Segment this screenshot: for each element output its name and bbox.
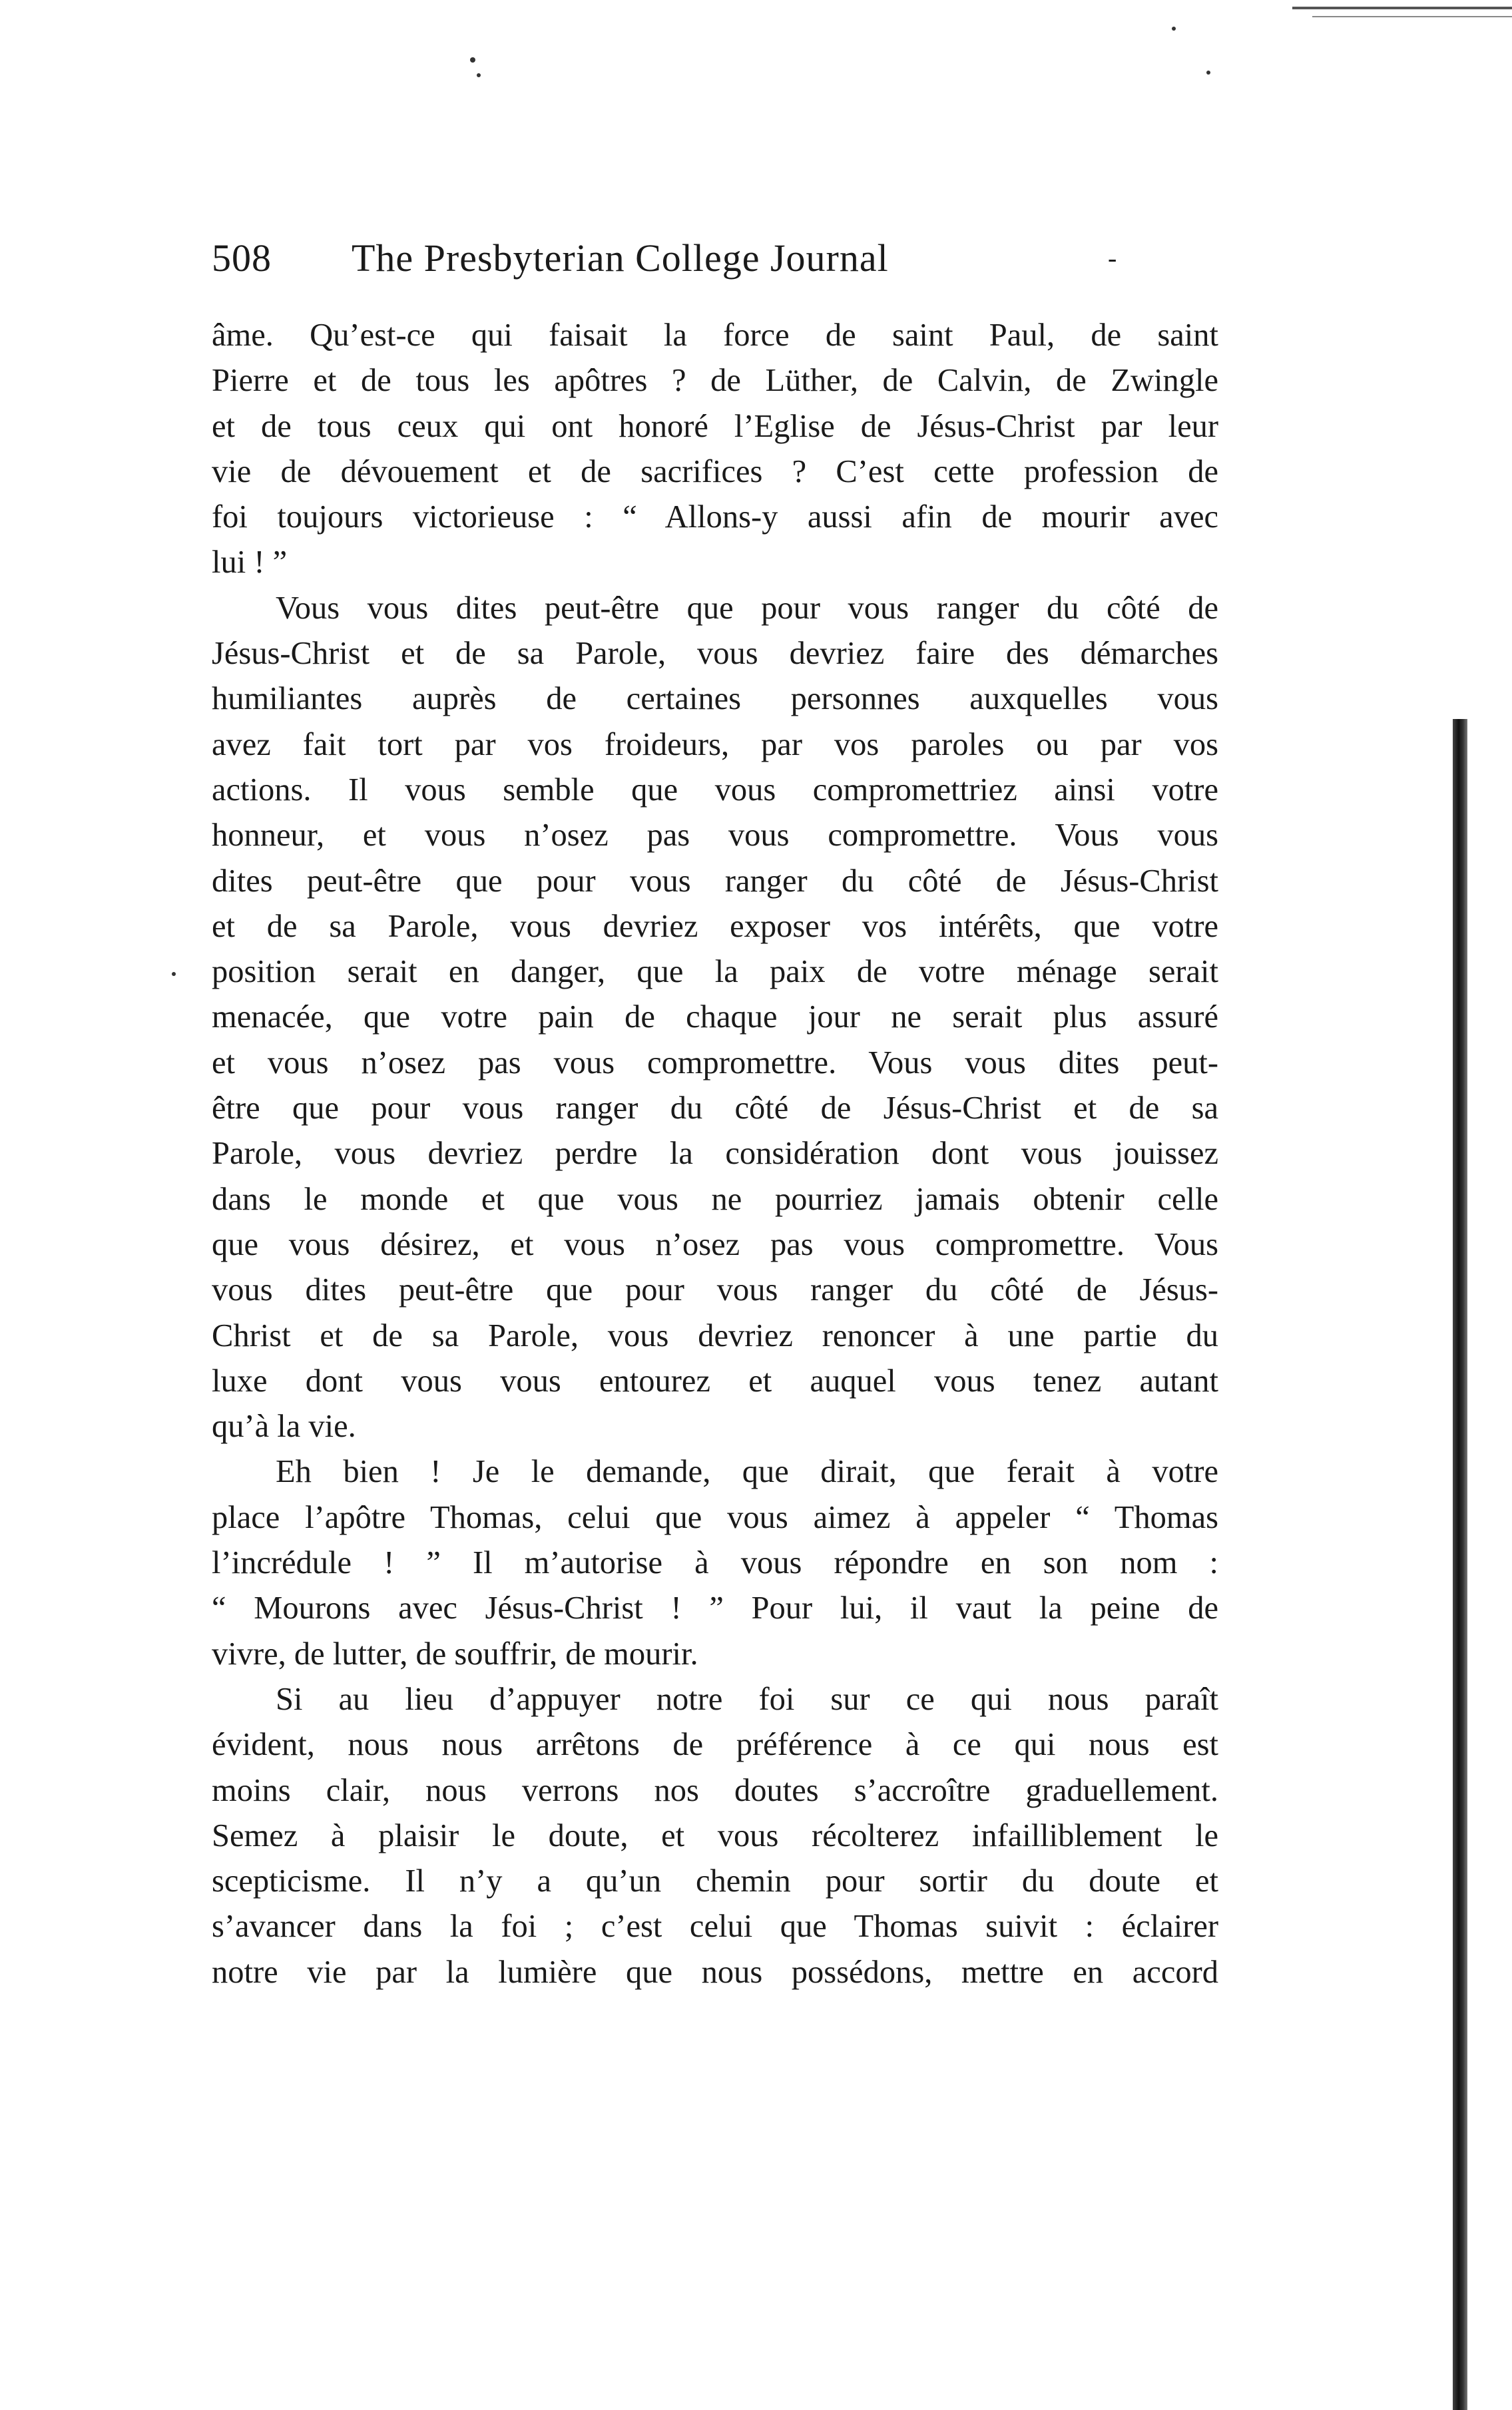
text-line: lui ! ” [212, 545, 288, 581]
text-line: place l’apôtre Thomas, celui que vous aimez à appeler “ Thomas [212, 1499, 1218, 1535]
text-line: et de tous ceux qui ont honoré l’Eglise de Jésus-Christ par leur [212, 408, 1218, 444]
page-binding-edge [1453, 719, 1467, 2410]
text-line: vous dites peut-être que pour vous ranger du côté de Jésus- [212, 1272, 1218, 1308]
text-line: et de sa Parole, vous devriez exposer vos intérêts, que votre [212, 908, 1218, 944]
text-line: Parole, vous devriez perdre la considération dont vous jouissez [212, 1136, 1218, 1172]
text-line: menacée, que votre pain de chaque jour ne serait plus assuré [212, 999, 1218, 1035]
body-text [212, 313, 1218, 1995]
text-line: dans le monde et que vous ne pourriez jamais obtenir celle [212, 1181, 1218, 1217]
text-line: s’avancer dans la foi ; c’est celui que Thomas suivit : éclairer [212, 1909, 1218, 1945]
scan-speck [1206, 71, 1210, 75]
text-line: position serait en danger, que la paix de votre ménage serait [212, 954, 1218, 990]
top-edge-rule [1292, 7, 1512, 9]
text-line: que vous désirez, et vous n’osez pas vous compromettre. Vous [212, 1226, 1218, 1262]
page-number: 508 [212, 236, 272, 280]
text-line: Vous vous dites peut-être que pour vous ranger du côté de [276, 590, 1218, 626]
text-line: luxe dont vous vous entourez et auquel vous tenez autant [212, 1363, 1218, 1399]
scan-speck [172, 972, 176, 976]
scan-speck [470, 57, 475, 63]
text-line: vivre, de lutter, de souffrir, de mourir. [212, 1636, 698, 1672]
text-line: avez fait tort par vos froideurs, par vos paroles ou par vos [212, 726, 1218, 762]
text-line: foi toujours victorieuse : “ Allons-y aussi afin de mourir avec [212, 499, 1218, 535]
text-line: Semez à plaisir le doute, et vous récolterez infailliblement le [212, 1817, 1218, 1853]
running-header [212, 232, 1131, 285]
text-line: Si au lieu d’appuyer notre foi sur ce qui nous paraît [276, 1681, 1218, 1717]
text-line: Pierre et de tous les apôtres ? de Lüther, de Calvin, de Zwingle [212, 363, 1218, 399]
text-line: scepticisme. Il n’y a qu’un chemin pour sortir du doute et [212, 1863, 1218, 1899]
text-line: âme. Qu’est-ce qui faisait la force de saint Paul, de saint [212, 318, 1218, 353]
text-line: l’incrédule ! ” Il m’autorise à vous répondre en son nom : [212, 1545, 1218, 1581]
text-line: et vous n’osez pas vous compromettre. Vous vous dites peut- [212, 1045, 1218, 1081]
scan-speck [1172, 27, 1176, 31]
text-line: dites peut-être que pour vous ranger du côté de Jésus-Christ [212, 863, 1218, 899]
text-line: vie de dévouement et de sacrifices ? C’est cette profession de [212, 453, 1218, 489]
top-edge-rule-secondary [1312, 16, 1512, 17]
text-line: Christ et de sa Parole, vous devriez renoncer à une partie du [212, 1318, 1218, 1353]
journal-title: The Presbyterian College Journal [352, 236, 889, 280]
text-line: être que pour vous ranger du côté de Jésus-Christ et de sa [212, 1090, 1218, 1126]
text-line: honneur, et vous n’osez pas vous compromettre. Vous vous [212, 818, 1218, 853]
text-line: humiliantes auprès de certaines personnes auxquelles vous [212, 681, 1218, 717]
text-line: Eh bien ! Je le demande, que dirait, que ferait à votre [276, 1454, 1218, 1490]
text-line: moins clair, nous verrons nos doutes s’accroître graduellement. [212, 1772, 1218, 1808]
header-dash: - [1108, 243, 1118, 273]
scan-speck [477, 73, 481, 77]
text-line: qu’à la vie. [212, 1409, 356, 1445]
text-line: notre vie par la lumière que nous possédons, mettre en accord [212, 1954, 1218, 1990]
text-line: “ Mourons avec Jésus-Christ ! ” Pour lui, il vaut la peine de [212, 1590, 1218, 1626]
text-line: Jésus-Christ et de sa Parole, vous devriez faire des démarches [212, 636, 1218, 672]
text-line: actions. Il vous semble que vous compromettriez ainsi votre [212, 772, 1218, 808]
text-line: évident, nous nous arrêtons de préférence à ce qui nous est [212, 1727, 1218, 1763]
